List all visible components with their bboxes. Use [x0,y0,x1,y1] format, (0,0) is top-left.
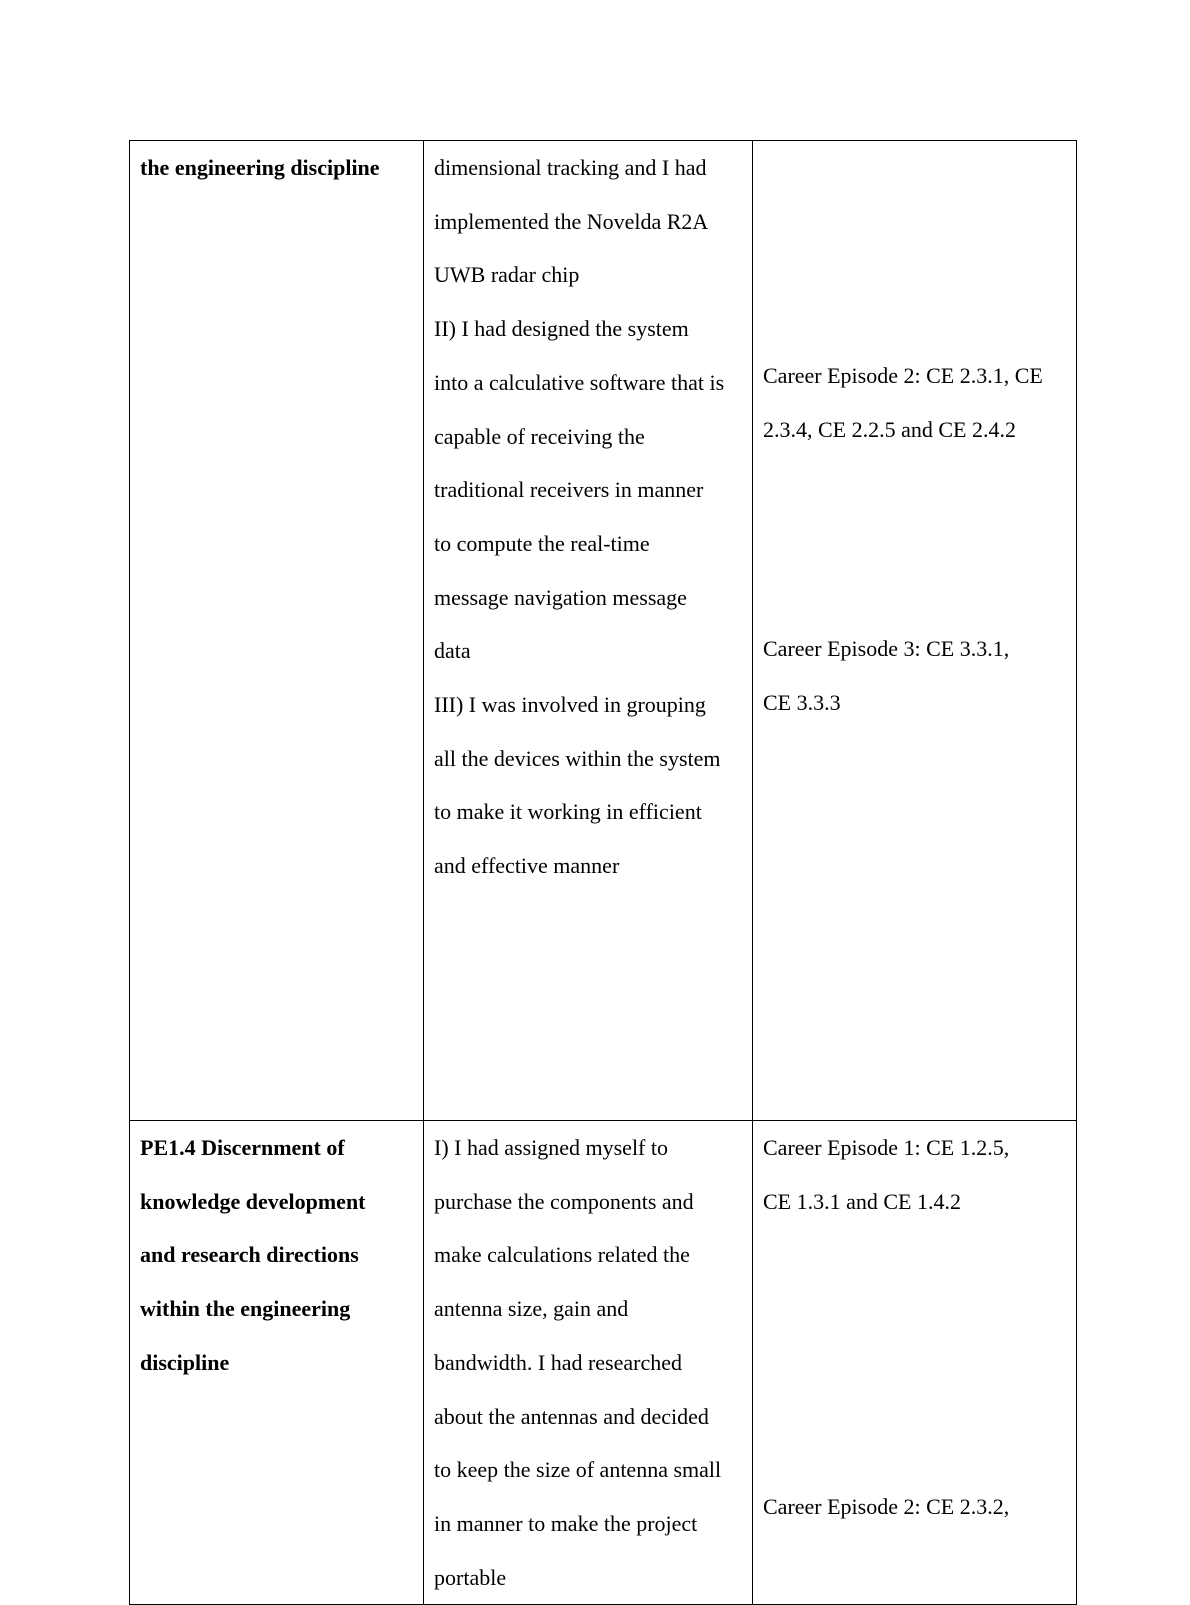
evidence-line: I) I had assigned myself to [434,1135,668,1160]
reference-line: Career Episode 1: CE 1.2.5, [763,1135,1010,1160]
evidence-line: data [434,638,471,664]
reference-line: CE 3.3.3 [763,690,841,716]
evidence-line: dimensional tracking and I had [434,155,707,180]
evidence-line: bandwidth. I had researched [434,1349,683,1375]
reference-line: Career Episode 2: CE 2.3.2, [763,1494,1010,1520]
evidence-line: traditional receivers in manner [434,477,704,503]
evidence-line: about the antennas and decided [434,1403,709,1429]
evidence-line: make calculations related the [434,1242,690,1268]
evidence-line: message navigation message [434,584,687,610]
evidence-line: to compute the real-time [434,530,650,556]
evidence-line: in manner to make the project [434,1510,698,1536]
element-text: within the engineering [140,1296,351,1322]
element-text: knowledge development [140,1188,366,1214]
reference-line: CE 1.3.1 and CE 1.4.2 [763,1188,961,1214]
reference-line: 2.3.4, CE 2.2.5 and CE 2.4.2 [763,416,1016,442]
evidence-cell [424,141,753,1121]
table-row [130,141,1077,1121]
evidence-line: to make it working in efficient [434,799,702,825]
evidence-line: to keep the size of antenna small [434,1457,722,1483]
reference-line: Career Episode 2: CE 2.3.1, CE [763,363,1043,388]
evidence-line: II) I had designed the system [434,316,689,342]
evidence-line: capable of receiving the [434,423,645,449]
evidence-line: portable [434,1564,507,1590]
evidence-line: all the devices within the system [434,745,721,771]
table-row [130,1121,1077,1605]
competency-table [129,140,1077,1605]
evidence-line: implemented the Novelda R2A [434,208,709,234]
element-text: PE1.4 Discernment of [140,1135,345,1160]
element-text: discipline [140,1349,230,1375]
element-text: and research directions [140,1242,359,1268]
reference-cell [753,141,1077,1121]
evidence-line: into a calculative software that is [434,369,725,395]
evidence-line: purchase the components and [434,1188,694,1214]
evidence-line: antenna size, gain and [434,1296,629,1322]
element-cell [130,141,424,1121]
evidence-line: III) I was involved in grouping [434,692,706,718]
reference-cell [753,1121,1077,1605]
reference-line: Career Episode 3: CE 3.3.1, [763,636,1010,662]
evidence-cell [424,1121,753,1605]
evidence-line: UWB radar chip [434,262,580,288]
element-text: the engineering discipline [140,155,380,180]
evidence-line: and effective manner [434,853,620,879]
element-cell [130,1121,424,1605]
